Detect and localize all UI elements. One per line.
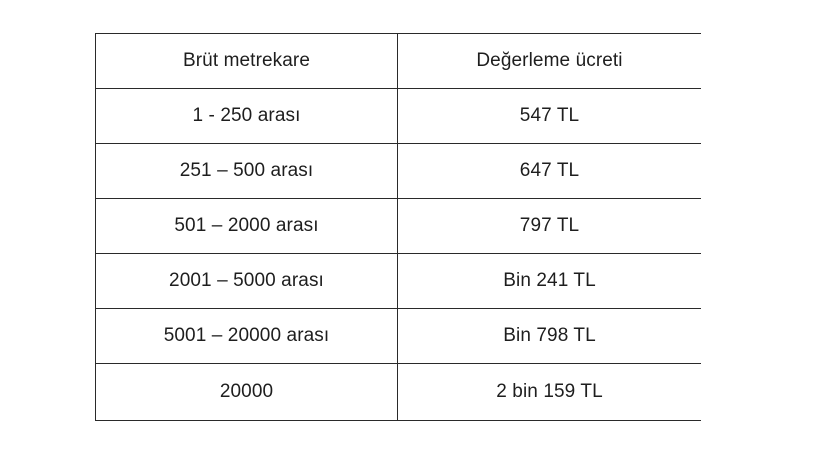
area-cell: 20000 <box>96 364 398 421</box>
area-cell: 251 – 500 arası <box>96 144 398 199</box>
area-cell: 1 - 250 arası <box>96 89 398 144</box>
fee-cell: 797 TL <box>398 199 702 254</box>
table-row <box>96 89 702 144</box>
table-row <box>96 254 702 309</box>
column-header-fee: Değerleme ücreti <box>398 34 702 89</box>
table-row <box>96 199 702 254</box>
table-row <box>96 144 702 199</box>
fee-cell: 647 TL <box>398 144 702 199</box>
fee-cell: Bin 798 TL <box>398 309 702 364</box>
fee-cell: 2 bin 159 TL <box>398 364 702 421</box>
table-row <box>96 364 702 421</box>
fee-cell: Bin 241 TL <box>398 254 702 309</box>
fee-table-container <box>95 33 701 425</box>
area-cell: 5001 – 20000 arası <box>96 309 398 364</box>
table-row <box>96 309 702 364</box>
column-header-area: Brüt metrekare <box>96 34 398 89</box>
fee-cell: 547 TL <box>398 89 702 144</box>
area-cell: 501 – 2000 arası <box>96 199 398 254</box>
area-cell: 2001 – 5000 arası <box>96 254 398 309</box>
table-header-row <box>96 34 702 89</box>
fee-table <box>95 33 701 421</box>
